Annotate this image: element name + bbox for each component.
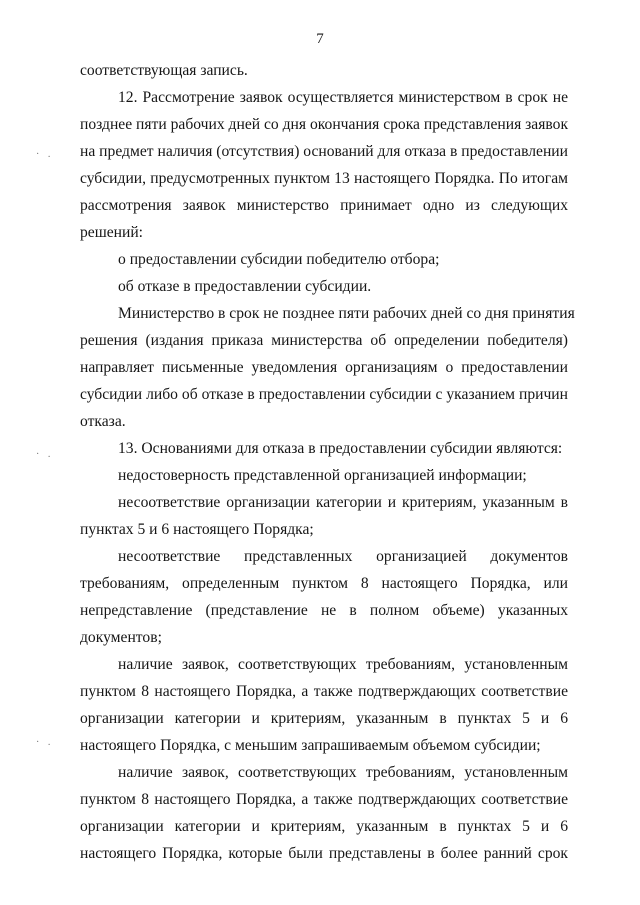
- text-line: настоящего Порядка, которые были представлены в более ранний срок: [80, 845, 568, 862]
- text-line: направляет письменные уведомления организациям о предоставлении: [80, 359, 568, 376]
- text-line: пунктом 8 настоящего Порядка, а также подтверждающих соответствие: [80, 683, 568, 700]
- text-line: Министерство в срок не позднее пяти рабочих дней со дня принятия: [118, 305, 575, 322]
- text-line: непредставление (представление не в полном объеме) указанных: [80, 602, 568, 619]
- text-line: требованиям, определенным пунктом 8 настоящего Порядка, или: [80, 575, 568, 592]
- text-line: решений:: [80, 224, 144, 241]
- text-line: на предмет наличия (отсутствия) оснований для отказа в предоставлении: [80, 143, 568, 160]
- document-body-text: [80, 57, 575, 867]
- text-line: пунктом 8 настоящего Порядка, а также подтверждающих соответствие: [80, 791, 568, 808]
- text-line: 13. Основаниями для отказа в предоставлении субсидии являются:: [118, 440, 563, 457]
- text-line: отказа.: [80, 413, 126, 430]
- text-line: настоящего Порядка, с меньшим запрашиваемым объемом субсидии;: [80, 737, 541, 754]
- text-line: организации категории и критериям, указанным в пунктах 5 и 6: [80, 710, 568, 727]
- text-line: об отказе в предоставлении субсидии.: [118, 278, 372, 295]
- text-line: решения (издания приказа министерства об определении победителя): [80, 332, 568, 349]
- text-line: наличие заявок, соответствующих требованиям, установленным: [118, 656, 568, 673]
- text-line: субсидии, предусмотренных пунктом 13 настоящего Порядка. По итогам: [80, 170, 568, 187]
- text-line: 12. Рассмотрение заявок осуществляется министерством в срок не: [118, 89, 568, 106]
- text-line: позднее пяти рабочих дней со дня окончания срока представления заявок: [80, 116, 569, 133]
- margin-scan-mark: · .: [36, 149, 54, 160]
- text-line: соответствующая запись.: [80, 62, 248, 79]
- text-line: недостоверность представленной организацией информации;: [118, 467, 527, 484]
- text-line: несоответствие организации категории и критериям, указанным в: [118, 494, 568, 511]
- page-number: 7: [316, 31, 324, 47]
- text-line: рассмотрения заявок министерство принимает одно из следующих: [80, 197, 568, 214]
- text-line: о предоставлении субсидии победителю отбора;: [118, 251, 440, 268]
- text-line: субсидии либо об отказе в предоставлении субсидии с указанием причин: [80, 386, 568, 403]
- text-line: пунктах 5 и 6 настоящего Порядка;: [80, 521, 314, 538]
- text-line: организации категории и критериям, указанным в пунктах 5 и 6: [80, 818, 568, 835]
- margin-scan-mark: · .: [36, 449, 54, 460]
- margin-scan-mark: · .: [36, 737, 54, 748]
- text-line: документов;: [80, 629, 162, 646]
- text-line: наличие заявок, соответствующих требованиям, установленным: [118, 764, 568, 781]
- text-line: несоответствие представленных организацией документов: [118, 548, 568, 565]
